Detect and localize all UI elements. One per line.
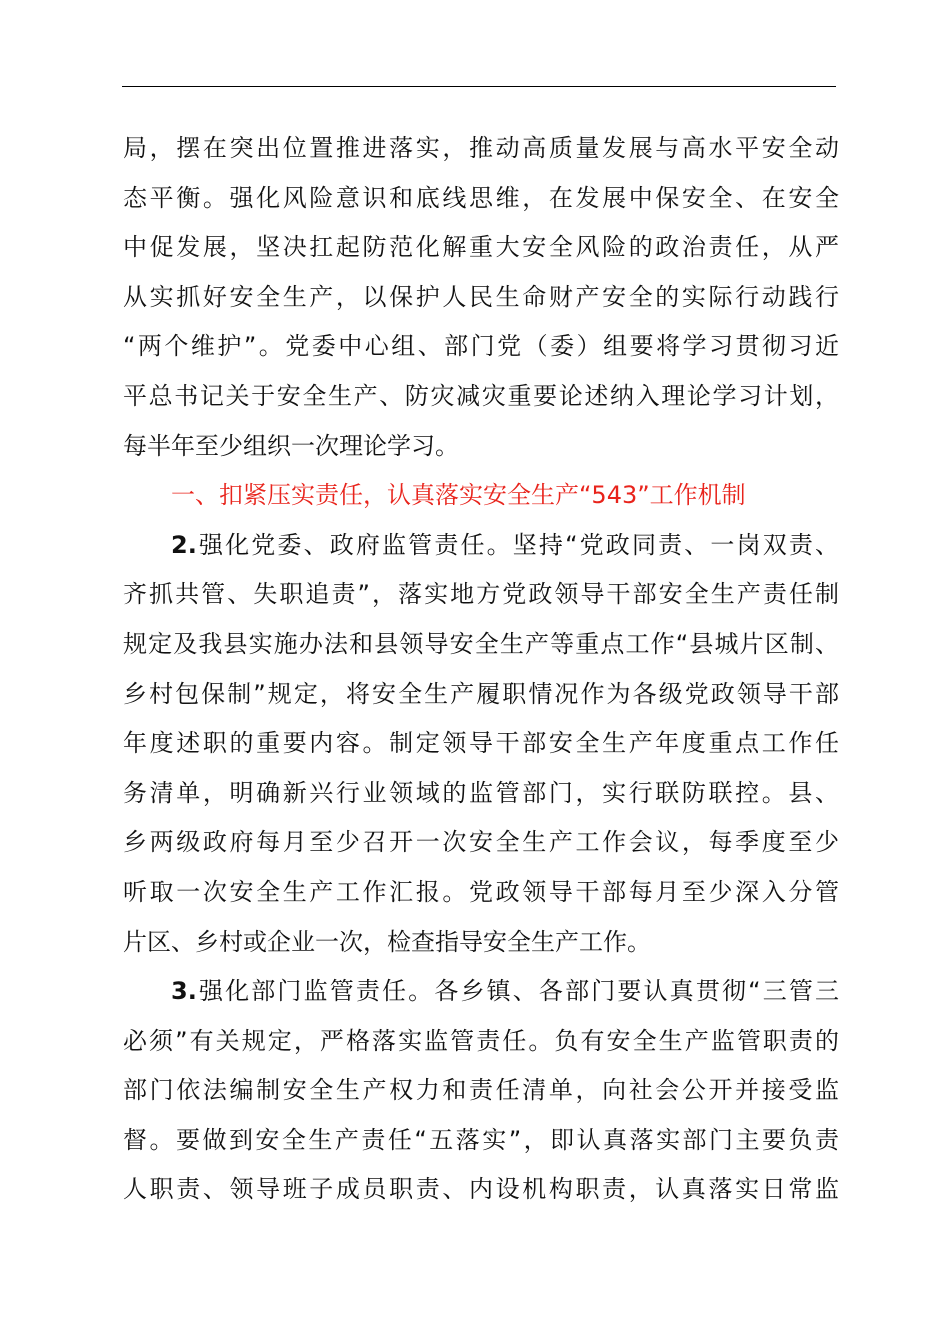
paragraph-line: 平总书记关于安全生产、防灾减灾重要论述纳入理论学习计划，	[123, 381, 839, 410]
paragraph-line: 乡两级政府每月至少召开一次安全生产工作会议，每季度至少	[123, 828, 839, 857]
document-body	[123, 124, 839, 1215]
item-2-first-text: 强化党委、政府监管责任。坚持“党政同责、一岗双责、	[196, 530, 839, 559]
paragraph-line: 局，摆在突出位置推进落实，推动高质量发展与高水平安全动	[123, 134, 839, 162]
item-2-number: 2.	[171, 530, 197, 559]
section-heading: 一、扣紧压实责任，认真落实安全生产“543”工作机制	[171, 481, 746, 510]
paragraph-line: 规定及我县实施办法和县领导安全生产等重点工作“县城片区制、	[123, 629, 839, 658]
paragraph-line: 督。要做到安全生产责任“五落实”，即认真落实部门主要负责	[123, 1125, 839, 1154]
item-3-first-line	[123, 967, 839, 1017]
paragraph-line: 齐抓共管、失职追责”，落实地方党政领导干部安全生产责任制	[123, 580, 839, 609]
paragraph-line: 必须”有关规定，严格落实监管责任。负有安全生产监管职责的	[123, 1026, 839, 1055]
paragraph-line: 听取一次安全生产工作汇报。党政领导干部每月至少深入分管	[123, 877, 839, 906]
paragraph-line: 态平衡。强化风险意识和底线思维，在发展中保安全、在安全	[123, 183, 839, 212]
paragraph-line: 人职责、领导班子成员职责、内设机构职责，认真落实日常监	[123, 1175, 839, 1204]
paragraph-line: 年度述职的重要内容。制定领导干部安全生产年度重点工作任	[123, 729, 839, 758]
paragraph-line: 务清单，明确新兴行业领域的监管部门，实行联防联控。县、	[123, 778, 839, 807]
paragraph-line: 乡村包保制”规定，将安全生产履职情况作为各级党政领导干部	[123, 679, 839, 708]
header-rule	[122, 86, 836, 87]
paragraph-line: 从实抓好安全生产，以保护人民生命财产安全的实际行动践行	[123, 282, 839, 311]
paragraph-line: 片区、乡村或企业一次，检查指导安全生产工作。	[123, 927, 651, 956]
item-3-first-text: 强化部门监管责任。各乡镇、各部门要认真贯彻“三管三	[196, 977, 839, 1006]
item-3-number: 3.	[171, 977, 197, 1006]
paragraph-line: 部门依法编制安全生产权力和责任清单，向社会公开并接受监	[123, 1076, 839, 1105]
paragraph-line: 每半年至少组织一次理论学习。	[123, 431, 459, 460]
paragraph-line: 中促发展，坚决扛起防范化解重大安全风险的政治责任，从严	[123, 233, 839, 262]
paragraph-line: “两个维护”。党委中心组、部门党（委）组要将学习贯彻习近	[123, 332, 839, 361]
item-2-first-line	[123, 521, 839, 571]
